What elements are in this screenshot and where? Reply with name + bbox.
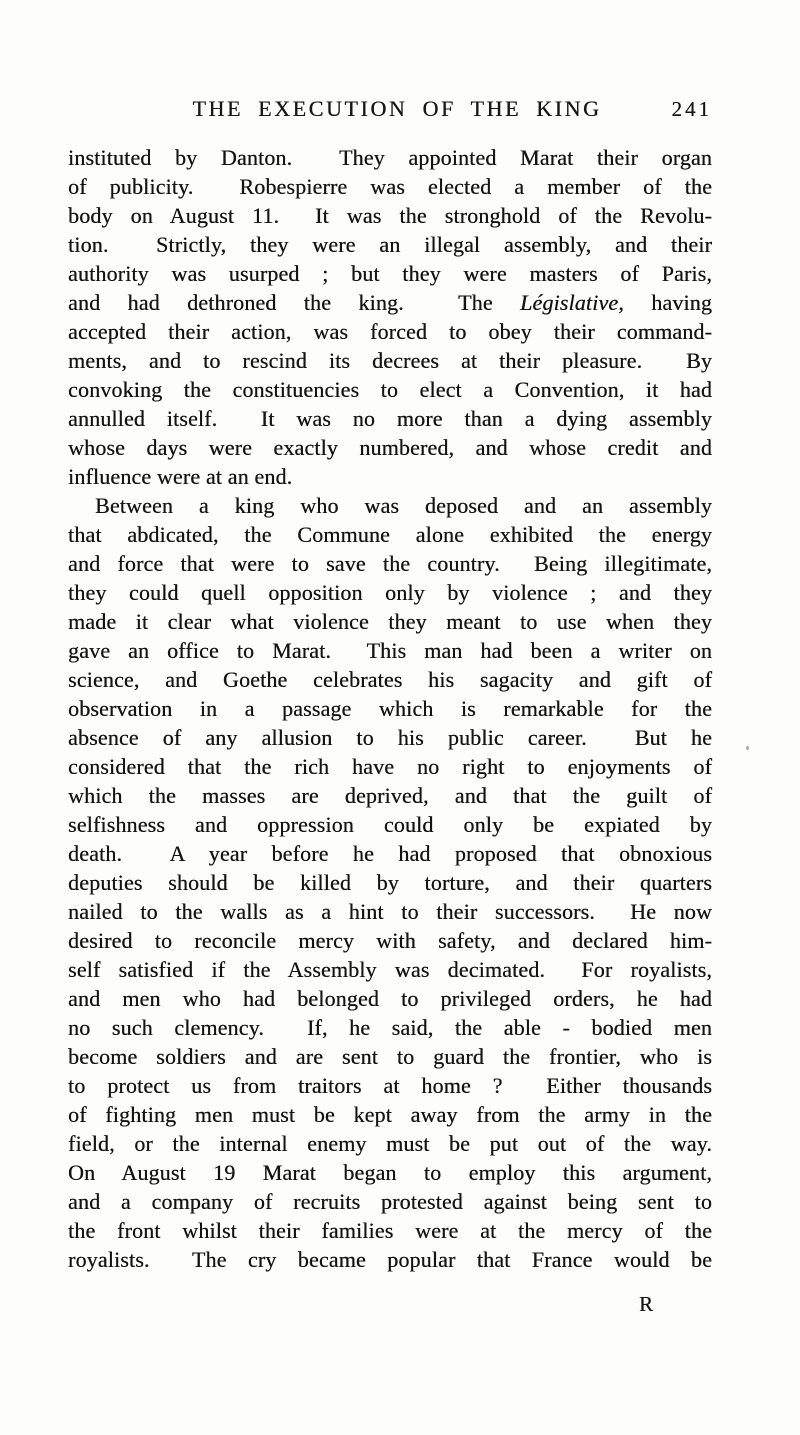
text-line-segment: observation in a passage which is remarkable for the	[68, 696, 712, 721]
text-line-segment: no such clemency. If, he said, the able - bodied men	[68, 1015, 712, 1040]
text-line	[68, 1100, 712, 1129]
text-line	[68, 433, 712, 462]
text-line	[68, 317, 712, 346]
text-line	[68, 172, 712, 201]
text-line-segment: having	[623, 290, 712, 315]
text-line	[68, 1187, 712, 1216]
text-line	[68, 201, 712, 230]
running-header	[68, 96, 712, 124]
text-line-segment: that abdicated, the Commune alone exhibited the energy	[68, 522, 712, 547]
text-line-segment: instituted by Danton. They appointed Marat their organ	[68, 145, 712, 170]
text-line	[68, 1216, 712, 1245]
text-line-segment: and had dethroned the king. The	[68, 290, 521, 315]
text-line-segment: considered that the rich have no right to enjoyments of	[68, 754, 712, 779]
text-line-segment: deputies should be killed by torture, and their quarters	[68, 870, 712, 895]
page-body	[68, 143, 712, 1319]
text-line-segment: become soldiers and are sent to guard the frontier, who is	[68, 1044, 712, 1069]
text-line-segment: of publicity. Robespierre was elected a member of the	[68, 174, 712, 199]
text-line-segment-italic: Législative,	[520, 290, 624, 315]
text-line	[68, 1042, 712, 1071]
text-line-segment: accepted their action, was forced to obey their command-	[68, 319, 712, 344]
text-line-segment: which the masses are deprived, and that the guilt of	[68, 783, 712, 808]
text-line	[68, 375, 712, 404]
text-line	[68, 578, 712, 607]
text-line-segment: of fighting men must be kept away from the army in the	[68, 1102, 712, 1127]
page-number: 241	[671, 97, 712, 121]
text-line-segment: annulled itself. It was no more than a dying assembly	[68, 406, 712, 431]
text-line	[68, 520, 712, 549]
text-line	[68, 984, 712, 1013]
text-line	[68, 810, 712, 839]
text-line	[68, 288, 712, 317]
text-line-segment: self satisfied if the Assembly was decimated. For royalists,	[68, 957, 712, 982]
text-line	[68, 1013, 712, 1042]
text-line-segment: nailed to the walls as a hint to their successors. He now	[68, 899, 712, 924]
text-line-segment: and men who had belonged to privileged orders, he had	[68, 986, 712, 1011]
text-line-segment: and force that were to save the country. Being illegitimate,	[68, 551, 712, 576]
text-line	[68, 926, 712, 955]
scan-artifact-dot	[746, 746, 749, 750]
text-line-segment: they could quell opposition only by violence ; and they	[68, 580, 712, 605]
text-line-segment: royalists. The cry became popular that France would be	[68, 1247, 712, 1272]
text-line-segment: and a company of recruits protested against being sent to	[68, 1189, 712, 1214]
text-line	[68, 404, 712, 433]
text-line-segment: desired to reconcile mercy with safety, and declared him-	[68, 928, 712, 953]
text-line	[68, 781, 712, 810]
text-line-segment: death. A year before he had proposed that obnoxious	[68, 841, 712, 866]
text-line-segment: science, and Goethe celebrates his sagacity and gift of	[68, 667, 712, 692]
text-line	[68, 897, 712, 926]
text-line	[68, 1071, 712, 1100]
text-line-segment: body on August 11. It was the stronghold of the Revolu-	[68, 203, 712, 228]
text-line	[68, 839, 712, 868]
text-line-segment: made it clear what violence they meant to use when they	[68, 609, 712, 634]
text-line	[68, 723, 712, 752]
text-line	[68, 143, 712, 172]
text-line-segment: tion. Strictly, they were an illegal assembly, and their	[68, 232, 712, 257]
text-line	[68, 549, 712, 578]
text-line	[68, 636, 712, 665]
text-line-segment: gave an office to Marat. This man had been a writer on	[68, 638, 712, 663]
text-line-segment: convoking the constituencies to elect a Convention, it had	[68, 377, 712, 402]
text-line	[68, 868, 712, 897]
text-line-segment: whose days were exactly numbered, and whose credit and	[68, 435, 712, 460]
text-line	[68, 1245, 712, 1274]
text-line	[68, 1129, 712, 1158]
text-line	[68, 259, 712, 288]
printer-signature-mark: R	[638, 1292, 654, 1316]
text-line	[68, 346, 712, 375]
text-line-segment: authority was usurped ; but they were masters of Paris,	[68, 261, 712, 286]
text-line	[68, 1158, 712, 1187]
text-line-segment: influence were at an end.	[68, 464, 293, 489]
text-line-segment: selfishness and oppression could only be expiated by	[68, 812, 712, 837]
text-line	[68, 462, 712, 491]
text-line-segment: to protect us from traitors at home ? Either thousands	[68, 1073, 712, 1098]
text-line	[68, 665, 712, 694]
text-line-segment: the front whilst their families were at the mercy of the	[68, 1218, 712, 1243]
text-line	[68, 230, 712, 259]
text-line	[68, 607, 712, 636]
text-line	[68, 694, 712, 723]
text-line-segment: field, or the internal enemy must be put out of the way.	[68, 1131, 712, 1156]
text-line	[68, 491, 712, 520]
text-line-segment: On August 19 Marat began to employ this argument,	[68, 1160, 712, 1185]
page-title: THE EXECUTION OF THE KING	[192, 96, 602, 121]
text-line-segment: absence of any allusion to his public career. But he	[68, 725, 712, 750]
text-line-segment: Between a king who was deposed and an assembly	[95, 493, 712, 518]
text-line	[68, 955, 712, 984]
text-line	[68, 752, 712, 781]
text-line-segment: ments, and to rescind its decrees at their pleasure. By	[68, 348, 712, 373]
